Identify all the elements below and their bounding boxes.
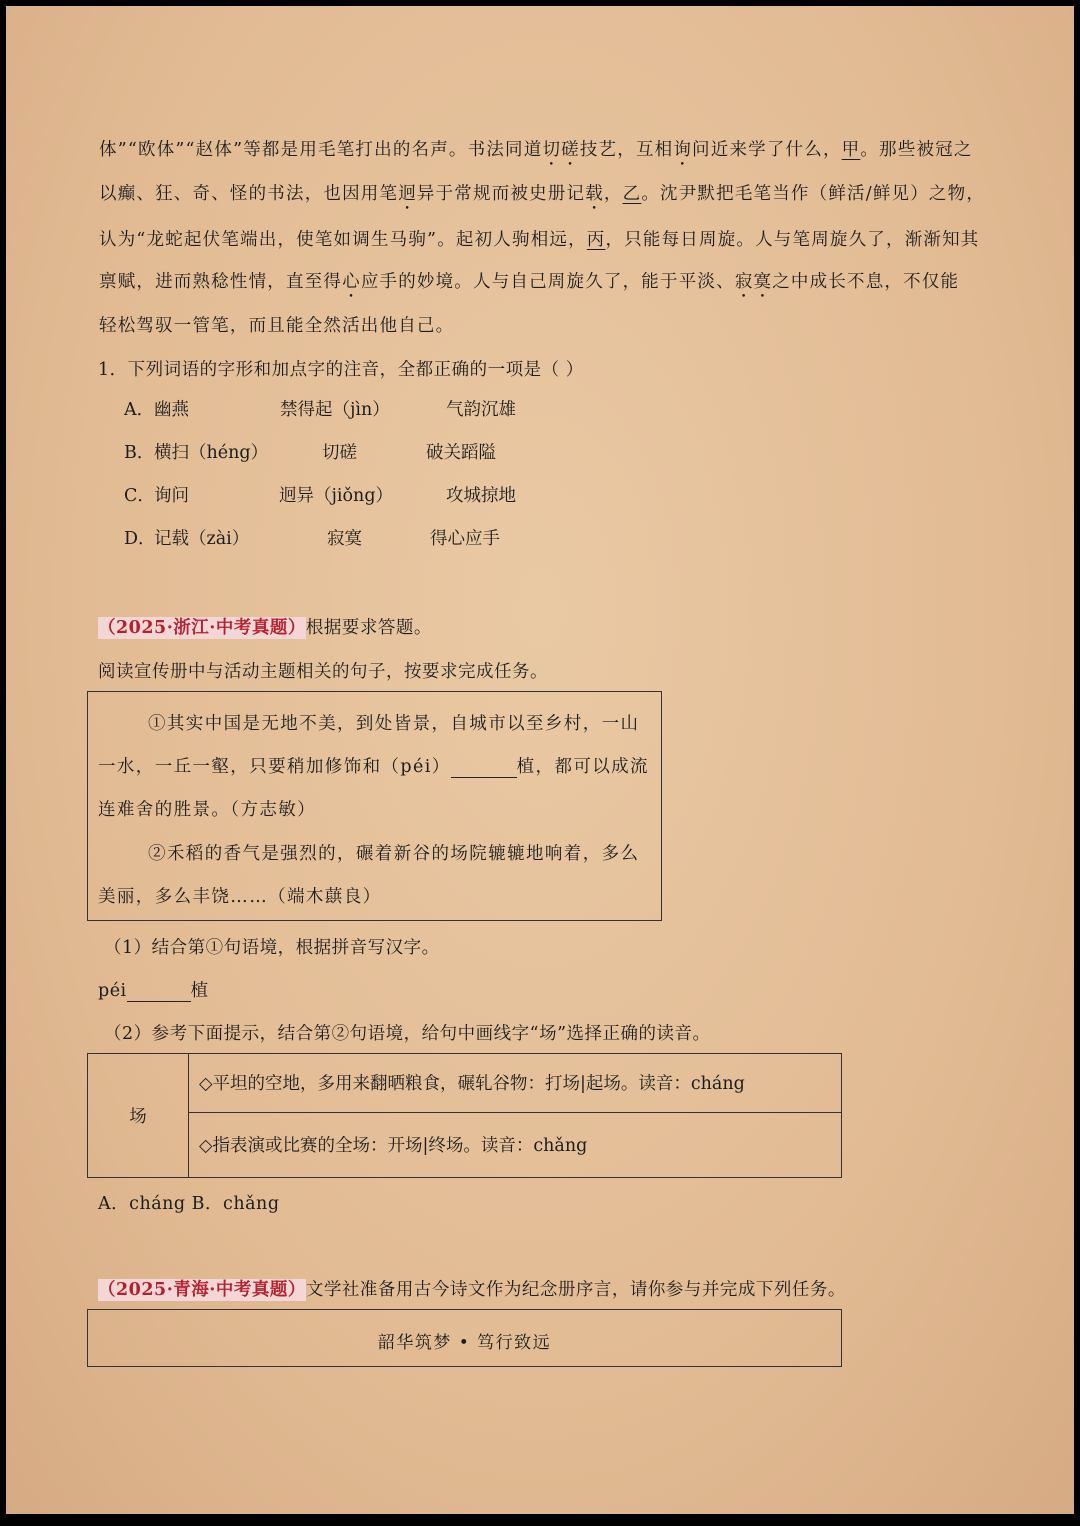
- zhejiang-heading: [98, 614, 432, 639]
- passage-line-1: [99, 136, 973, 170]
- option-word: 幽燕: [154, 400, 189, 420]
- option-label: A．: [124, 400, 155, 420]
- option-word: 得心应手: [430, 529, 500, 549]
- option-word: 记载（zài）: [154, 529, 250, 549]
- dotted-word: 切磋: [542, 140, 580, 160]
- table-row-1: ◇平坦的空地，多用来翻晒粮食，碾轧谷物：打场|起场。读音：cháng: [189, 1054, 842, 1113]
- answer-suffix: 植: [190, 981, 209, 1001]
- quote-line-5: 美丽，多么丰饶……（端木蕻良）: [98, 887, 382, 907]
- quote-line-3: 连难舍的胜景。（方志敏）: [98, 800, 317, 820]
- passage-text: 之中成长不息，不仅能: [772, 272, 960, 292]
- option-word: 攻城掠地: [446, 486, 516, 506]
- option-word: 切磋: [322, 443, 357, 463]
- passage-text: 应手的妙境。人与自己周旋久了，能于平淡、: [360, 272, 735, 292]
- preface-box: [87, 1309, 842, 1367]
- option-word: 寂寞: [327, 529, 362, 549]
- option-word: 气韵沉雄: [446, 400, 516, 420]
- option-word: 横扫（héng）: [154, 443, 269, 463]
- quote-text: 一水，一丘一壑，只要稍加修饰和（péi）: [98, 757, 451, 777]
- passage-line-5: 轻松驾驭一管笔，而且能全然活出他自己。: [99, 316, 455, 336]
- answer-blank: [451, 759, 517, 778]
- passage-text: 。沈尹默把毛笔当作（鲜活/鲜见）之物，: [641, 184, 986, 204]
- passage-text: 认为“龙蛇起伏笔端出，使笔如调生马驹”。起初人驹相远，: [99, 230, 587, 250]
- section-intro: 根据要求答题。: [305, 618, 432, 638]
- option-word: 破关蹈隘: [426, 443, 496, 463]
- blank-marker: 甲: [841, 140, 861, 160]
- passage-text: 异于常规而被史册记: [416, 184, 586, 204]
- passage-text: 。那些被冠之: [860, 140, 973, 160]
- passage-text: 体”“欧体”“赵体”等都是用毛笔打出的名声。书法同道: [99, 140, 543, 160]
- preface-title: 韶华筑梦 • 笃行致远: [377, 1333, 552, 1353]
- option-label: C．: [124, 486, 155, 506]
- answer-choices[interactable]: A．cháng B．chǎng: [98, 1194, 280, 1214]
- passage-text: 问近来学了什么，: [692, 140, 842, 160]
- passage-text: 禀赋，进而熟稔性情，直至得: [99, 272, 343, 292]
- option-label: B．: [124, 443, 155, 463]
- quote-line-1: ①其实中国是无地不美，到处皆景，自城市以至乡村，一山: [148, 714, 640, 734]
- quote-text: 植，都可以成流: [516, 757, 649, 777]
- passage-text: ，只能每日周旋。人与笔周旋久了，渐渐知其: [605, 230, 980, 250]
- table-head-cell: 场: [88, 1054, 189, 1178]
- pinyin-text: péi: [98, 981, 127, 1001]
- option-word: 迥异（jiǒng）: [279, 486, 394, 506]
- sub-question-1: （1）结合第①句语境，根据拼音写汉字。: [104, 938, 440, 958]
- answer-blank[interactable]: [127, 983, 191, 1002]
- qinghai-heading: [98, 1276, 846, 1301]
- option-label: D．: [124, 529, 156, 549]
- passage-line-3: [99, 226, 980, 251]
- quote-box: [87, 691, 662, 921]
- sub-question-2: （2）参考下面提示，结合第②句语境，给句中画线字“场”选择正确的读音。: [104, 1024, 711, 1044]
- passage-line-4: [99, 268, 959, 302]
- pronunciation-table: [87, 1053, 842, 1178]
- passage-text: 以癫、狂、奇、怪的书法，也因用笔: [99, 184, 399, 204]
- blank-marker: 丙: [586, 230, 606, 250]
- section-intro: 文学社准备用古今诗文作为纪念册序言，请你参与并完成下列任务。: [305, 1280, 846, 1300]
- table-row-2: ◇指表演或比赛的全场：开场|终场。读音：chǎng: [189, 1112, 842, 1177]
- document-page: [6, 6, 1074, 1514]
- quote-line-4: ②禾稻的香气是强烈的，碾着新谷的场院辘辘地响着，多么: [148, 844, 640, 864]
- quote-line-2: [98, 753, 649, 778]
- dotted-word: 寂寞: [734, 272, 773, 292]
- passage-text: ，: [603, 184, 623, 204]
- dotted-word: 心: [342, 272, 361, 292]
- dotted-word: 询: [673, 140, 693, 160]
- dotted-word: 载: [585, 184, 604, 204]
- zhejiang-task: 阅读宣传册中与活动主题相关的句子，按要求完成任务。: [98, 662, 548, 682]
- source-tag: （2025·青海·中考真题）: [98, 1280, 306, 1300]
- sub-question-1-answer[interactable]: [98, 977, 209, 1002]
- dotted-word: 迥: [398, 184, 417, 204]
- passage-line-2: [99, 180, 985, 214]
- passage-text: 技艺，互相: [579, 140, 674, 160]
- option-word: 询问: [154, 486, 189, 506]
- blank-marker: 乙: [622, 184, 642, 204]
- question-1-stem: 1．下列词语的字形和加点字的注音，全都正确的一项是（ ）: [98, 360, 584, 380]
- source-tag: （2025·浙江·中考真题）: [98, 618, 306, 638]
- option-word: 禁得起（jìn）: [280, 400, 390, 420]
